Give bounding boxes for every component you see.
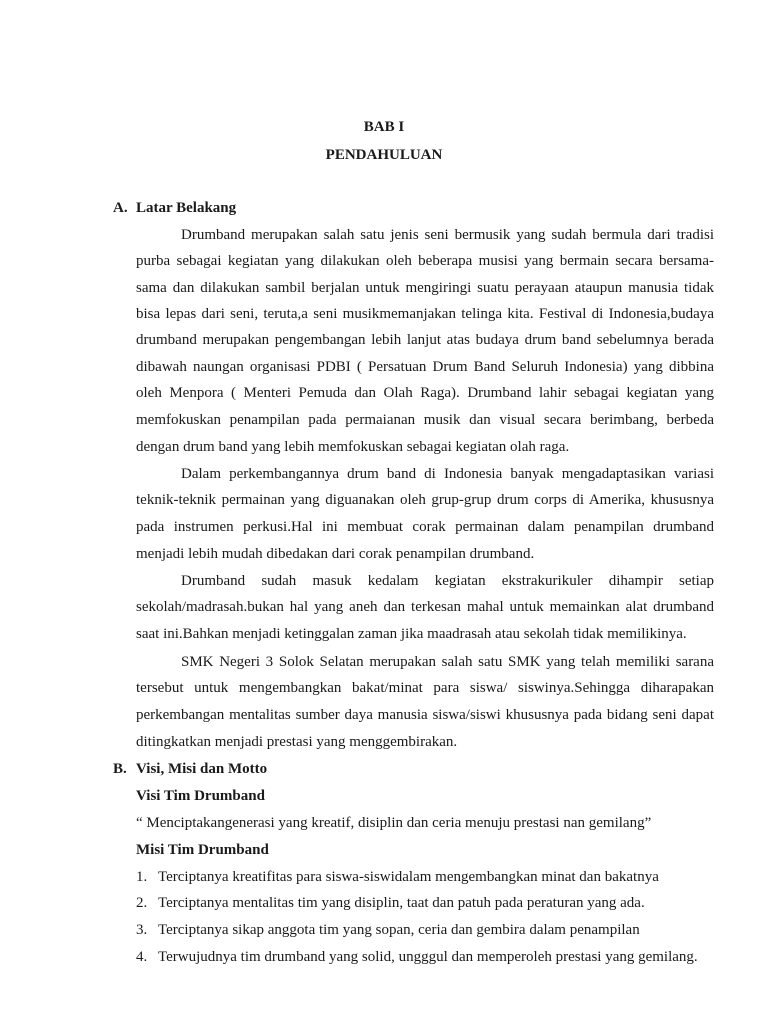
- misi-item-number: 3.: [136, 922, 148, 938]
- misi-item-text: Terwujudnya tim drumband yang solid, ungggul dan memperoleh prestasi yang gemilang.: [158, 949, 698, 965]
- paragraph-line: dibawah naungan organisasi PDBI ( Persatuan Drum Band Seluruh Indonesia) yang dibbina: [136, 359, 714, 375]
- section-a-title: Latar Belakang: [136, 200, 237, 216]
- paragraph-line: saat ini.Bahkan menjadi ketinggalan zaman jika maadrasah atau sekolah tidak memilikinya.: [136, 626, 687, 642]
- paragraph-line: tersebut untuk mengembangkan bakat/minat para siswa/ siswinya.Sehingga diharapakan: [136, 680, 714, 696]
- paragraph-line: memfokuskan penampilan pada permaianan musik dan visual secara berimbang, berbeda: [136, 412, 714, 428]
- paragraph-line: sama dan dilakukan sambil berjalan untuk mengiringi suatu perayaan ataupun manusia tidak: [136, 280, 714, 296]
- paragraph-line: perkembangan mentalitas sumber daya manusia siswa/siswi khususnya pada bidang seni dapat: [136, 707, 714, 723]
- paragraph-line: sekolah/madrasah.bukan hal yang aneh dan terkesan mahal untuk memainkan alat drumband: [136, 599, 714, 615]
- visi-text: “ Menciptakangenerasi yang kreatif, disiplin dan ceria menuju prestasi nan gemilang”: [136, 815, 652, 831]
- paragraph-line: drumband merupakan pengembangan lebih lanjut atas budaya drum band sebelumnya berada: [136, 332, 714, 348]
- paragraph-line: Drumband sudah masuk kedalam kegiatan ekstrakurikuler dihampir setiap: [181, 573, 714, 589]
- misi-item-number: 2.: [136, 895, 148, 911]
- paragraph-line: teknik-teknik permainan yang diguanakan oleh grup-grup drum corps di Amerika, khususnya: [136, 492, 714, 508]
- paragraph-line: bisa lepas dari seni, teruta,a seni musikmemanjakan telinga kita. Festival di Indonesia,budaya: [136, 306, 714, 322]
- paragraph-line: purba sebagai kegiatan yang dilakukan oleh beberapa musisi yang bermain secara bersama-: [136, 253, 714, 269]
- paragraph-line: pada instrumen perkusi.Hal ini membuat corak permainan dalam penampilan drumband: [136, 519, 714, 535]
- paragraph-line: SMK Negeri 3 Solok Selatan merupakan salah satu SMK yang telah memiliki sarana: [181, 654, 714, 670]
- paragraph-line: ditingkatkan menjadi prestasi yang menggembirakan.: [136, 734, 458, 750]
- paragraph-line: Drumband merupakan salah satu jenis seni bermusik yang sudah bermula dari tradisi: [181, 227, 714, 243]
- chapter-title: PENDAHULUAN: [325, 147, 443, 163]
- chapter-heading: BAB I: [363, 119, 405, 135]
- paragraph-line: oleh Menpora ( Menteri Pemuda dan Olah Raga). Drumband lahir sebagai kegiatan yang: [136, 385, 714, 401]
- misi-title: Misi Tim Drumband: [136, 842, 269, 858]
- paragraph-line: Dalam perkembangannya drum band di Indonesia banyak mengadaptasikan variasi: [181, 466, 714, 482]
- misi-item-text: Terciptanya mentalitas tim yang disiplin, taat dan patuh pada peraturan yang ada.: [158, 895, 645, 911]
- misi-item-number: 1.: [136, 869, 148, 885]
- visi-title: Visi Tim Drumband: [136, 788, 265, 804]
- paragraph-line: menjadi lebih mudah dibedakan dari corak penampilan drumband.: [136, 546, 535, 562]
- misi-item-text: Terciptanya kreatifitas para siswa-siswidalam mengembangkan minat dan bakatnya: [158, 869, 659, 885]
- section-b-title: Visi, Misi dan Motto: [136, 761, 268, 777]
- misi-item-number: 4.: [136, 949, 148, 965]
- section-a-marker: A.: [113, 200, 128, 216]
- misi-item-text: Terciptanya sikap anggota tim yang sopan, ceria dan gembira dalam penampilan: [158, 922, 640, 938]
- section-b-marker: B.: [113, 761, 127, 777]
- paragraph-line: dengan drum band yang lebih memfokuskan sebagai kegiatan olah raga.: [136, 439, 570, 455]
